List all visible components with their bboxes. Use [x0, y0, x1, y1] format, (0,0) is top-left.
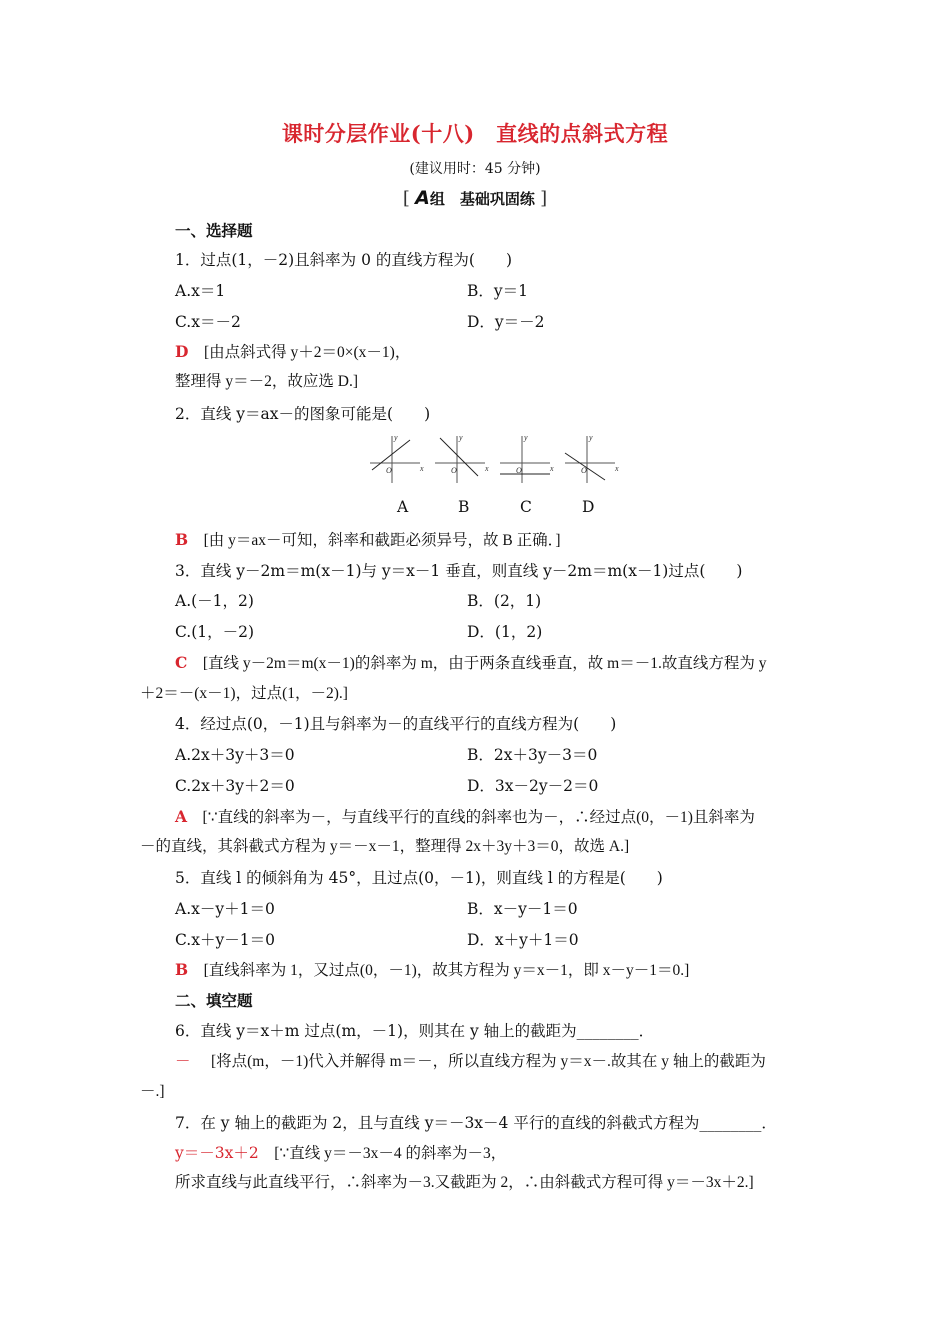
svg-text:x: x [485, 464, 489, 473]
svg-text:O: O [451, 466, 457, 475]
question-2-stem: 2．直线 y＝ax－的图象可能是( ) [175, 405, 431, 423]
group-letter: A [415, 187, 430, 209]
question-1-option-b: B．y＝1 [467, 282, 529, 300]
answer-letter: D [175, 342, 189, 361]
question-5-option-a: A.x－y＋1＝0 [175, 900, 275, 918]
question-7-stem: 7．在 y 轴上的截距为 2，且与直线 y＝－3x－4 平行的直线的斜截式方程为________． [175, 1114, 777, 1132]
question-7-explanation-2: 所求直线与此直线平行，∴斜率为－3.又截距为 2，∴由斜截式方程可得 y＝－3x＋2.] [175, 1174, 754, 1191]
question-6-stem: 6．直线 y＝x＋m 过点(m，－1)，则其在 y 轴上的截距为________． [175, 1022, 655, 1040]
section-heading-choice: 一、选择题 [175, 221, 253, 240]
question-5-option-b: B．x－y－1＝0 [467, 900, 578, 918]
explanation: [∵直线的斜率为－，与直线平行的直线的斜率也为－，∴经过点(0，－1)且斜率为 [202, 809, 755, 826]
group-bracket-close: ] [540, 188, 548, 209]
answer-letter: B [175, 530, 189, 549]
answer-letter: A [175, 807, 188, 826]
question-6-answer [175, 1050, 766, 1073]
section-heading-fill: 二、填空题 [175, 991, 253, 1010]
explanation: [由点斜式得 y＋2＝0×(x－1)， [203, 344, 411, 361]
question-5-option-d: D．x＋y＋1＝0 [467, 931, 579, 949]
explanation: [将点(m，－1)代入并解得 m＝－，所以直线方程为 y＝x－.故其在 y 轴上的截距为 [210, 1053, 766, 1070]
question-4-answer [175, 806, 755, 829]
explanation: [由 y＝ax－可知，斜率和截距必须异号，故 B 正确．] [203, 532, 561, 549]
question-4-explanation-2: －的直线，其斜截式方程为 y＝－x－1，整理得 2x＋3y＋3＝0，故选 A.] [140, 838, 630, 855]
group-header [0, 187, 950, 209]
group-label: 组 基础巩固练 [429, 190, 535, 208]
graph-label-a: A [397, 498, 409, 516]
question-5-stem: 5．直线 l 的倾斜角为 45°，且过点(0，－1)，则直线 l 的方程是( ) [175, 869, 663, 887]
graph-label-d: D [582, 498, 595, 516]
question-1-option-c: C.x＝－2 [175, 313, 241, 331]
group-bracket-open: [ [402, 188, 410, 209]
answer-letter: B [175, 960, 189, 979]
question-1-explanation-2: 整理得 y＝－2，故应选 D.] [175, 373, 358, 390]
svg-text:x: x [550, 464, 554, 473]
answer-letter: C [175, 653, 188, 672]
svg-text:x: x [420, 464, 424, 473]
svg-text:x: x [615, 464, 619, 473]
question-3-option-a: A.(－1，2) [175, 592, 254, 610]
question-3-answer [175, 652, 766, 675]
svg-text:O: O [581, 466, 587, 475]
question-1-option-d: D．y＝－2 [467, 313, 545, 331]
question-7-answer [175, 1142, 506, 1165]
graph-label-c: C [520, 498, 532, 516]
page-title: 课时分层作业(十八) 直线的点斜式方程 [281, 121, 669, 146]
question-6-explanation-2: －.] [140, 1083, 165, 1100]
question-5-option-c: C.x＋y－1＝0 [175, 931, 275, 949]
question-3-option-c: C.(1，－2) [175, 623, 255, 641]
question-4-option-d: D．3x－2y－2＝0 [467, 777, 599, 795]
svg-text:y: y [459, 433, 463, 442]
graph-label-b: B [458, 498, 470, 516]
question-2-graph-options [360, 428, 630, 488]
explanation: [直线斜率为 1，又过点(0，－1)，故其方程为 y＝x－1，即 x－y－1＝0.] [203, 962, 690, 979]
graph-a [370, 436, 420, 483]
graph-b [435, 436, 485, 483]
question-3-option-b: B．(2，1) [467, 592, 542, 610]
page-subtitle: (建议用时：45 分钟) [409, 161, 541, 177]
question-3-option-d: D．(1，2) [467, 623, 543, 641]
question-1-option-a: A.x＝1 [175, 282, 226, 300]
svg-text:y: y [524, 433, 528, 442]
question-3-stem: 3．直线 y－2m＝m(x－1)与 y＝x－1 垂直，则直线 y－2m＝m(x－1)过点( ) [175, 562, 743, 580]
question-1-answer [175, 341, 410, 364]
question-2-answer [175, 529, 561, 552]
svg-text:O: O [386, 466, 392, 475]
svg-text:O: O [516, 466, 522, 475]
question-4-option-b: B．2x＋3y－3＝0 [467, 746, 598, 764]
svg-text:y: y [589, 433, 593, 442]
question-4-option-a: A.2x＋3y＋3＝0 [175, 746, 295, 764]
svg-text:y: y [394, 433, 398, 442]
answer-value: － [175, 1052, 191, 1070]
explanation: [∵直线 y＝－3x－4 的斜率为－3， [274, 1145, 507, 1162]
question-1-stem: 1．过点(1，－2)且斜率为 0 的直线方程为( ) [175, 251, 512, 269]
explanation: [直线 y－2m＝m(x－1)的斜率为 m，由于两条直线垂直，故 m＝－1.故直线方程为 y [202, 655, 767, 672]
question-4-option-c: C.2x＋3y＋2＝0 [175, 777, 295, 795]
question-5-answer [175, 959, 689, 982]
answer-value: y＝－3x＋2 [175, 1144, 259, 1162]
question-4-stem: 4．经过点(0，－1)且与斜率为－的直线平行的直线方程为( ) [175, 715, 617, 733]
graph-c [500, 436, 550, 483]
graph-d [565, 436, 615, 483]
question-3-explanation-2: ＋2＝－(x－1)，过点(1，－2).] [140, 685, 348, 702]
